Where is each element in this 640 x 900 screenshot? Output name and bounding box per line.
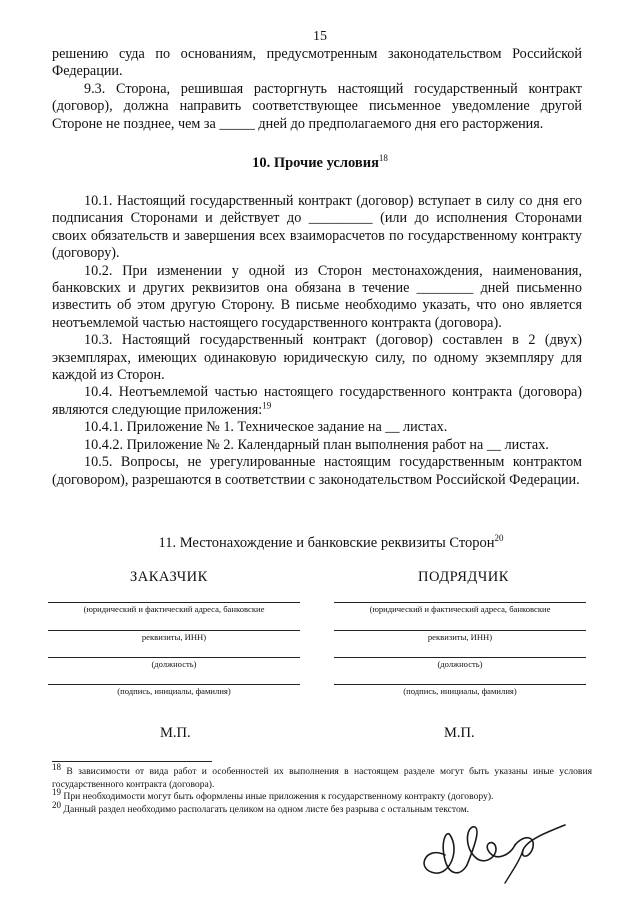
contractor-signature-caption: (подпись, инициалы, фамилия): [403, 686, 517, 696]
customer-stamp-label: М.П.: [160, 725, 191, 741]
contractor-label: ПОДРЯДЧИК: [418, 569, 509, 585]
contractor-address-caption-1: (юридический и фактический адреса, банковские: [369, 604, 551, 614]
paragraph-10-4-text: 10.4. Неотъемлемой частью настоящего государственного контракта (договора) являются следующие приложения:: [52, 384, 582, 418]
customer-address-line: [48, 602, 300, 603]
paragraph-9-3: 9.3. Сторона, решившая расторгнуть настоящий государственный контракт (договор), должна направить соответствующее письменное уведомление другой Стороне не позднее, чем за _____ дней до предполагаемого дня его расторжения.: [52, 80, 582, 132]
customer-label: ЗАКАЗЧИК: [130, 569, 208, 585]
section-10-body: [52, 193, 582, 489]
footnote-19-number: 19: [52, 787, 61, 797]
paragraph-10-4-1: 10.4.1. Приложение № 1. Техническое задание на __ листах.: [84, 419, 448, 436]
customer-requisites-line: [48, 630, 300, 631]
contractor-requisites-line: [334, 630, 586, 631]
footnote-18: [52, 761, 592, 791]
footnote-19: [52, 787, 592, 804]
footnote-18-number: 18: [52, 761, 61, 772]
paragraph-10-3: 10.3. Настоящий государственный контракт (договор) составлен в 2 (двух) экземплярах, имеющих одинаковую юридическую силу, по одному экземпляру для каждой из Сторон.: [52, 332, 582, 384]
customer-position-caption: (должность): [151, 659, 197, 669]
paragraph-10-5: 10.5. Вопросы, не урегулированные настоящим государственным контрактом (договором), разрешаются в соответствии с законодательством Российской Федерации.: [52, 454, 582, 488]
footnote-ref-19: 19: [262, 400, 272, 411]
customer-signature-caption: (подпись, инициалы, фамилия): [117, 686, 231, 696]
footnote-ref-18: 18: [378, 153, 388, 164]
contractor-address-line: [334, 602, 586, 603]
footnote-19-text: При необходимости могут быть оформлены иные приложения к государственному контракту (договору).: [63, 791, 494, 803]
handwritten-signature: [405, 815, 575, 885]
contractor-address-caption-2: реквизиты, ИНН): [427, 632, 493, 642]
customer-address-caption-2: реквизиты, ИНН): [141, 632, 207, 642]
footnote-separator: [52, 761, 212, 762]
section-10-title: 10. Прочие условия: [252, 155, 379, 171]
section-10-heading: [0, 155, 640, 172]
customer-address-caption-1: (юридический и фактический адреса, банковские: [83, 604, 265, 614]
paragraph-9-2-end: решению суда по основаниям, предусмотренным законодательством Российской Федерации.: [52, 46, 582, 80]
contractor-position-line: [334, 657, 586, 658]
section-11-title: 11. Местонахождение и банковские реквизиты Сторон: [158, 535, 495, 551]
paragraph-10-1: 10.1. Настоящий государственный контракт (договор) вступает в силу со дня его подписания Сторонами и действует до _________ (или до исполнения Сторонами своих обязательств и завершения всех взаиморасчетов по государственному контракту (договору).: [52, 193, 582, 262]
customer-position-line: [48, 657, 300, 658]
footnote-ref-20: 20: [494, 533, 504, 544]
paragraph-10-4-2: 10.4.2. Приложение № 2. Календарный план выполнения работ на __ листах.: [84, 436, 549, 453]
section-9-continuation: [52, 46, 582, 133]
footnotes: [52, 761, 592, 816]
section-11-heading: [0, 535, 640, 552]
paragraph-10-4: [52, 384, 582, 419]
customer-signature-line: [48, 684, 300, 685]
page-number: 15: [313, 29, 327, 44]
paragraph-10-2: 10.2. При изменении у одной из Сторон местонахождения, наименования, банковских и других реквизитов она обязана в течение ________ дней письменно известить об этом другую Сторону. В письме необходимо указать, что оно является неотъемлемой частью настоящего государственного контракта (договора).: [52, 262, 582, 331]
contractor-position-caption: (должность): [437, 659, 483, 669]
footnote-20-number: 20: [52, 799, 61, 810]
footnote-18-text: В зависимости от вида работ и особенностей их выполнения в настоящем разделе могут быть указаны иные условия государственного контракта (договора).: [52, 766, 592, 790]
contractor-stamp-label: М.П.: [444, 725, 475, 741]
contractor-signature-line: [334, 684, 586, 685]
footnote-20-text: Данный раздел необходимо располагать целиком на одном листе без разрыва с остальным текстом.: [63, 803, 470, 815]
